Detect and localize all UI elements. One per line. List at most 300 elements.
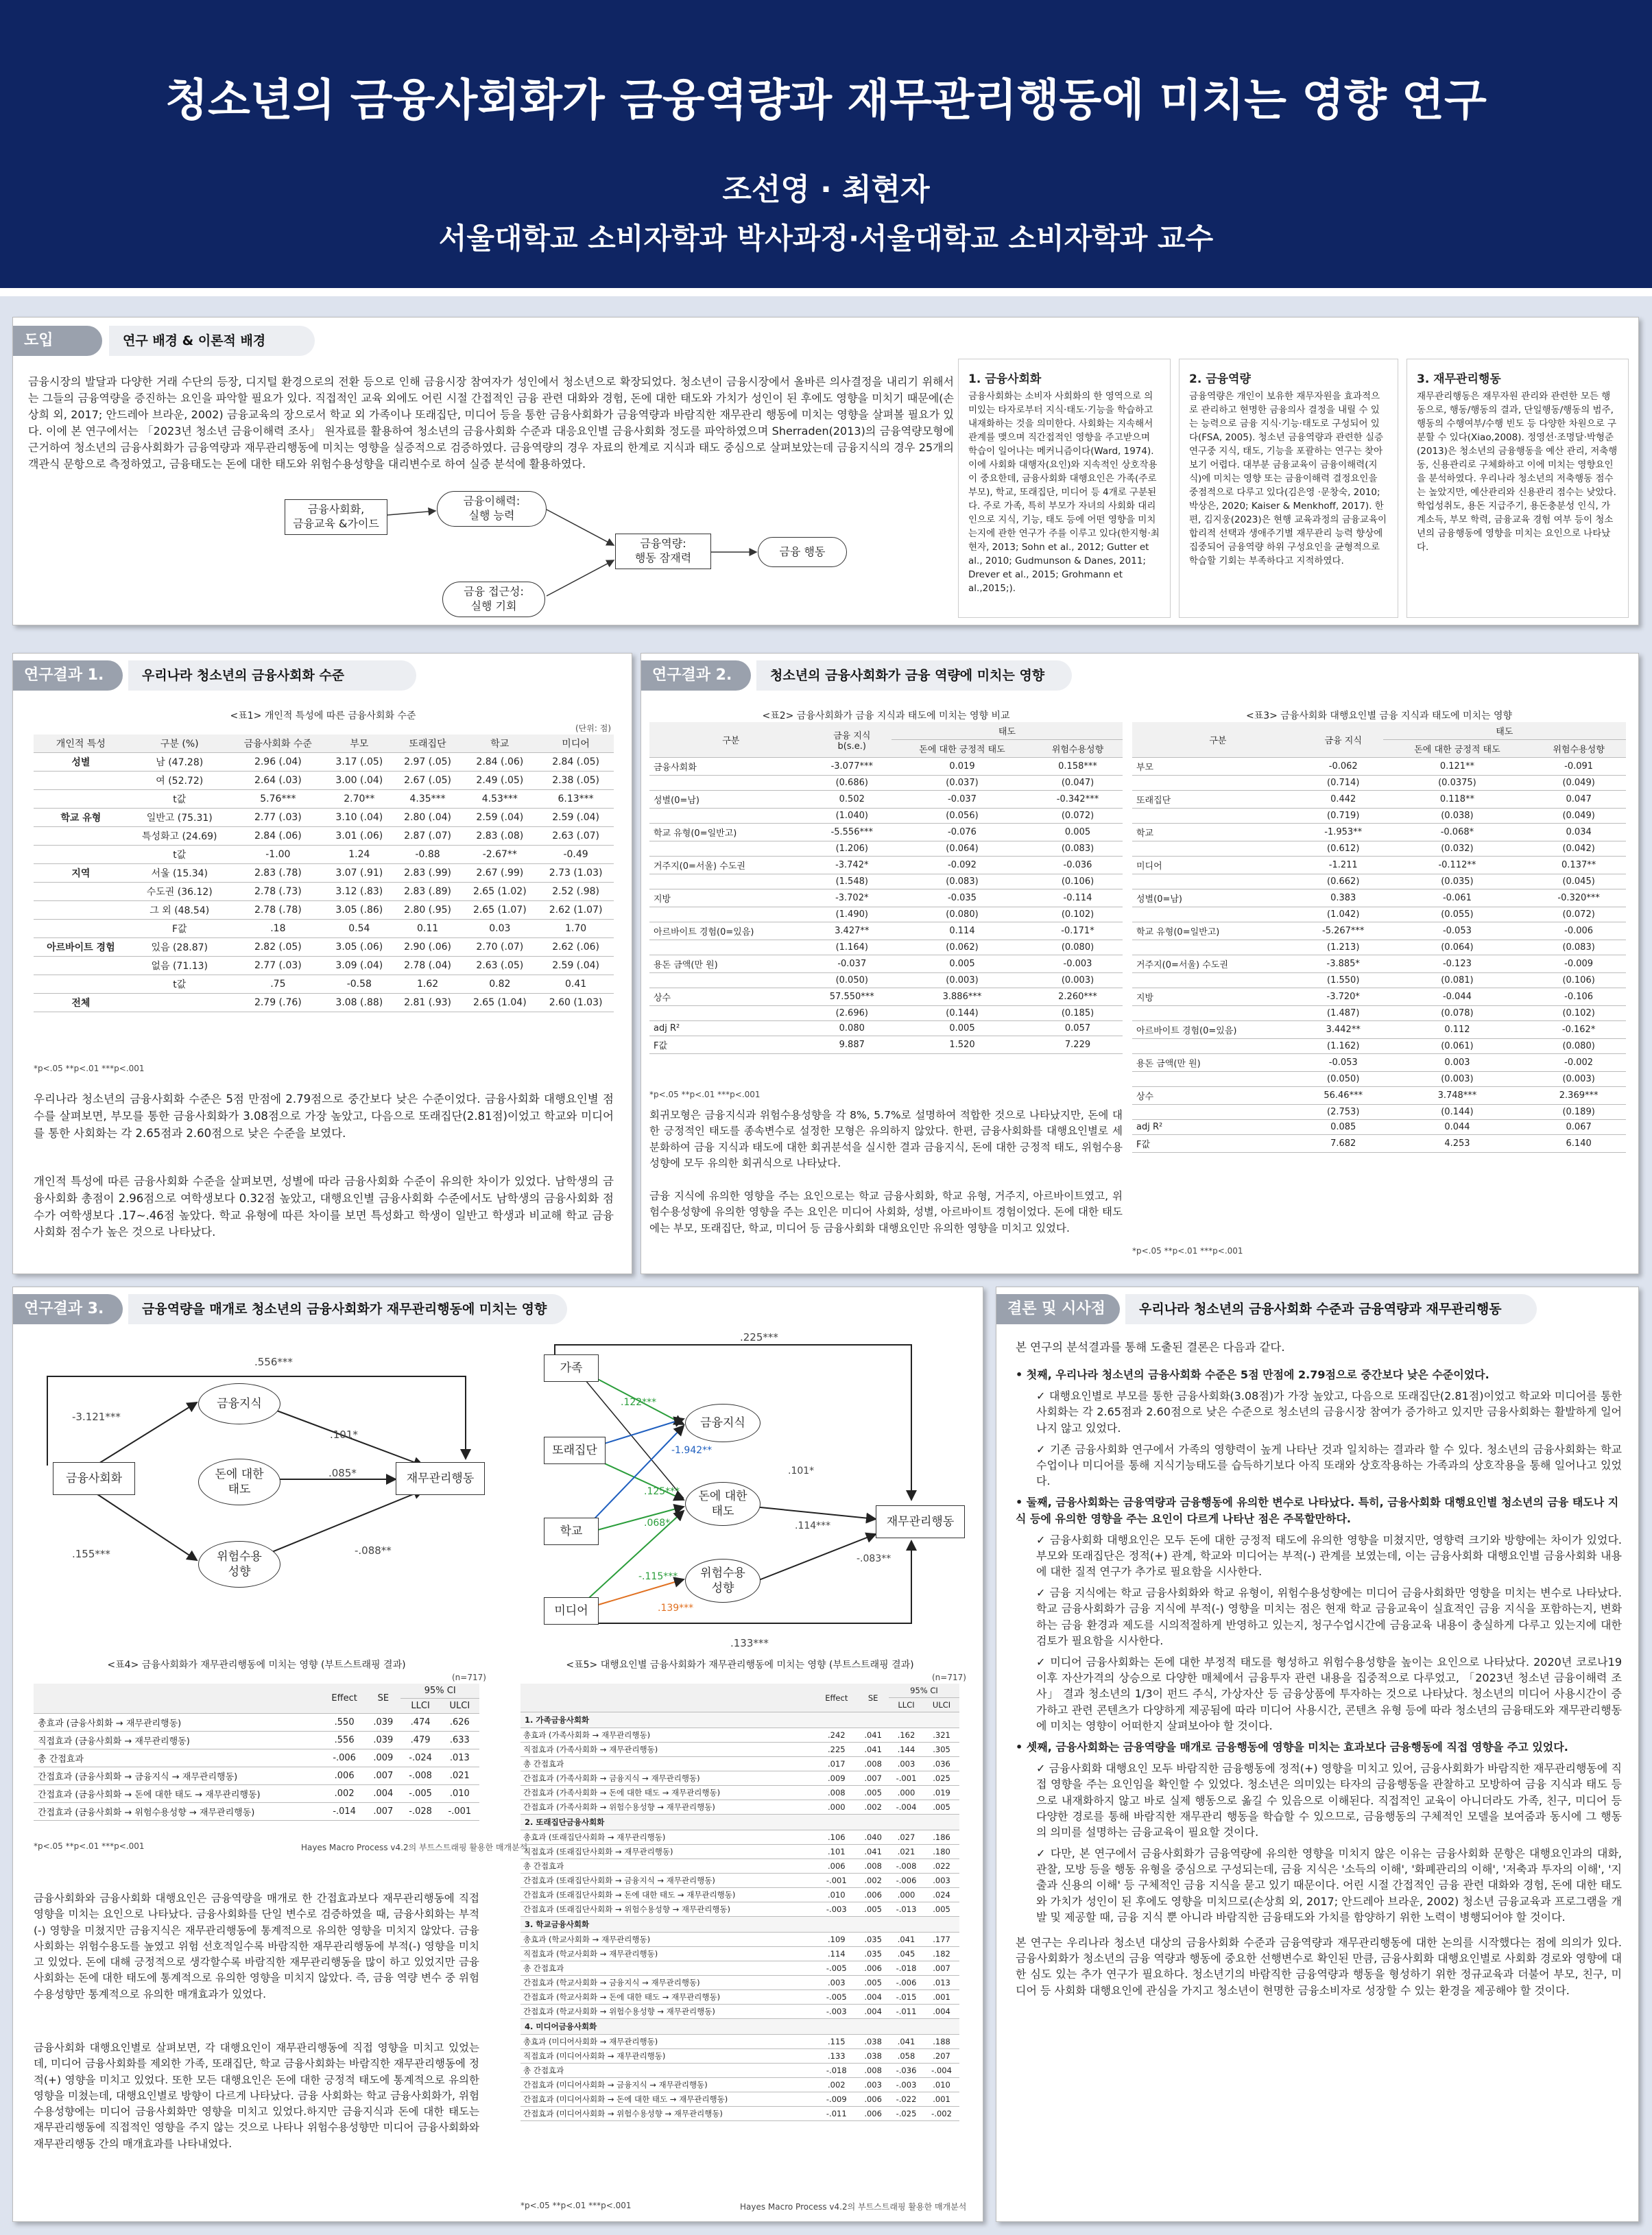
table-cell: .002 — [323, 1785, 366, 1803]
table-cell — [649, 973, 813, 988]
table-cell: 3.748*** — [1383, 1087, 1532, 1105]
table-cell: 0.137** — [1531, 857, 1626, 874]
table-cell: .005 — [857, 1976, 889, 1990]
table-cell — [128, 957, 231, 975]
table-cell: -0.044 — [1383, 988, 1532, 1006]
table-cell: 0.54 — [325, 920, 394, 938]
table-cell: -.036 — [889, 2064, 924, 2078]
table-cell: .005 — [924, 1902, 959, 1917]
table-cell: 2.77 (.03) — [231, 809, 325, 827]
table-cell: .003 — [889, 1757, 924, 1771]
table-cell: .007 — [366, 1803, 400, 1821]
model-box: 금융이해력: 실행 능력 — [437, 491, 547, 527]
table-cell: 2.83 (.08) — [462, 827, 538, 846]
diagram-node: 위험수용 성향 — [685, 1559, 761, 1603]
table-cell: .000 — [815, 1800, 857, 1815]
table-cell: .007 — [366, 1767, 400, 1785]
table-cell: .036 — [924, 1757, 959, 1771]
table-cell: .556 — [323, 1732, 366, 1749]
table-cell: -.009 — [815, 2092, 857, 2107]
table-cell: 2.65 (1.02) — [462, 883, 538, 901]
table-cell: 직접효과 (또래집단사회화 → 재무관리행동) — [520, 1845, 815, 1859]
table-cell: -.001 — [440, 1803, 479, 1821]
sub-text: 다만, 본 연구에서 금융사회화가 금융역량에 유의한 영향을 미치지 않은 이유는 금융사회화 문항은 대행요인과의 대화, 관찰, 모방 등을 행동 유형을 중심으로 구성되는데, 금융 지식은 '소득의 이해', '화폐관리의 이해', '저축과 투자의 이해', '지출과 신용의 이해' 등 구체적인 금융 지식을 묻고 있기 때문이다. 어린 시절 간접적인 금융 관련 대화와 경험, 돈에 대한 태도와 가치가 성인이 된 후에도 영향을 미치므로(손상희 외, 2017; 안드레아 브라운, 2002) 청소년 금융교육과 프로그램을 개발 및 제공할 때, 금융 지식 뿐 아니라 바람직한 금융태도와 가치를 함양하기 위한 노력이 병행되어야 할 것이다. — [1036, 1847, 1622, 1924]
table-cell: F값 — [171, 924, 187, 935]
table-cell: t값 — [173, 794, 187, 805]
table-cell — [649, 841, 813, 857]
table-row — [1132, 1087, 1626, 1105]
path-coef: -.083** — [857, 1553, 891, 1564]
table-cell — [1132, 940, 1304, 955]
table-cell: .479 — [400, 1732, 440, 1749]
table-cell: (0.106) — [1033, 874, 1123, 889]
table-cell: 3.09 (.04) — [325, 957, 394, 975]
table-cell — [128, 975, 231, 994]
table-cell: .009 — [366, 1749, 400, 1767]
col-header: Effect — [323, 1684, 366, 1714]
table-cell: 4.35*** — [394, 790, 462, 809]
table-cell: 2.79 (.76) — [231, 994, 325, 1012]
table-cell — [34, 790, 128, 809]
path-coef: .085* — [328, 1467, 357, 1479]
table-cell: -0.037 — [891, 791, 1033, 809]
table-cell: (1.487) — [1304, 1006, 1383, 1021]
table-cell: .005 — [857, 1902, 889, 1917]
table-cell: .045 — [889, 1947, 924, 1961]
path-coef: .556*** — [254, 1356, 293, 1368]
section-tag: 연구결과 2. — [641, 660, 751, 691]
diagram-node: 미디어 — [544, 1597, 599, 1625]
path-coef: .122*** — [621, 1397, 657, 1408]
table-row — [520, 1800, 959, 1815]
table-cell: .000 — [889, 1786, 924, 1800]
table-cell: 2.96 (.04) — [231, 753, 325, 772]
table-cell: .180 — [924, 1845, 959, 1859]
table-row — [520, 1902, 959, 1917]
table-cell: -1.211 — [1304, 857, 1383, 874]
table-cell — [1132, 1072, 1304, 1087]
table-cell — [128, 938, 231, 957]
conclusion-sub: ✓ 금융 지식에는 학교 금융사회화와 학교 유형이, 위험수용성향에는 미디어 금융사회화만 영향을 미치는 변수로 나타났다. 학교 금융사회화가 금융 지식에 부적(-) 영향을 미치는 점은 현재 학교 금융교육이 실효적인 금융 지식을 포함하는지, 변화하는 금융 환경과 제도를 시의적절하게 반영하고 있는지, 청구수업시간에 금융교육 내용이 충실하게 다루고 있는지에 대한 검토가 필요함을 시사한다. — [1036, 1586, 1622, 1647]
table-cell: (2.753) — [1304, 1105, 1383, 1120]
table-note: *p<.05 **p<.01 ***p<.001 — [34, 1841, 145, 1851]
table-cell: -0.320*** — [1531, 889, 1626, 907]
table-cell: -.013 — [889, 1902, 924, 1917]
table-cell: 0.005 — [1033, 824, 1123, 841]
table-cell: 2.369*** — [1531, 1087, 1626, 1105]
table-cell: 간접효과 (가족사회화 → 금융지식 → 재무관리행동) — [520, 1771, 815, 1786]
conclusion-intro: 본 연구의 분석결과를 통해 도출된 결론은 다음과 같다. — [1016, 1341, 1285, 1354]
table-row — [520, 2035, 959, 2049]
table-cell: -.001 — [815, 1874, 857, 1888]
table-row — [1132, 1006, 1626, 1021]
table-cell: -0.123 — [1383, 955, 1532, 973]
col-header: 금융 지식 b(s.e.) — [813, 722, 891, 758]
sub-text: 기존 금융사회화 연구에서 가족의 영향력이 높게 나타난 것과 일치하는 결과라 할 수 있다. 청소년의 금융사회화는 학교 수업이나 미디어를 통해 지식기능태도를 습득하기보다 아직 또래와 상호작용하는 가족과의 상호작용을 통해 일어나고 있었다. — [1036, 1442, 1622, 1488]
table-cell: (0.106) — [1531, 973, 1626, 988]
table-cell: .474 — [400, 1714, 440, 1732]
table-cell: 간접효과 (또래집단사회화 → 위험수용성향 → 재무관리행동) — [520, 1902, 815, 1917]
affiliation: 서울대학교 소비자학과 박사과정·서울대학교 소비자학과 교수 — [438, 222, 1214, 255]
diagram-node: 돈에 대한 태도 — [685, 1482, 761, 1526]
table-cell: .039 — [366, 1714, 400, 1732]
model-box: 금융역량: 행동 잠재력 — [615, 534, 711, 569]
table-cell: -.014 — [323, 1803, 366, 1821]
table-cell: .005 — [857, 1786, 889, 1800]
table-note: *p<.05 **p<.01 ***p<.001 — [649, 1090, 761, 1099]
table-cell: -0.162* — [1531, 1021, 1626, 1039]
table-cell: 총 간접효과 — [520, 1757, 815, 1771]
table-cell: 2.77 (.03) — [231, 957, 325, 975]
table-cell: -3.885* — [1304, 955, 1383, 973]
table-cell: 0.005 — [891, 1021, 1033, 1036]
theory-card — [1179, 359, 1398, 618]
table-cell: .114 — [815, 1947, 857, 1961]
table-cell: -.011 — [889, 2005, 924, 2019]
table-cell: (0.003) — [1383, 1072, 1532, 1087]
table-row — [520, 1830, 959, 1845]
table-cell: 9.887 — [813, 1036, 891, 1054]
table-cell: (0.072) — [1531, 907, 1626, 922]
table-cell: 그 외 — [149, 905, 171, 916]
table-cell — [649, 1006, 813, 1021]
table-cell: 총효과 (학교사회화 → 재무관리행동) — [520, 1933, 815, 1947]
card-title: 2. 금융역량 — [1189, 372, 1251, 386]
table-cell: .006 — [857, 1961, 889, 1976]
point-text: 첫째, 우리나라 청소년의 금융사회화 수준은 5점 만점에 2.79점으로 중간보다 낮은 수준이었다. — [1026, 1368, 1489, 1381]
table-cell: -0.003 — [1033, 955, 1123, 973]
table-cell: -.003 — [889, 2078, 924, 2092]
table-cell: .242 — [815, 1728, 857, 1743]
table-cell — [128, 864, 231, 883]
table-caption: <표5> 대행요인별 금융사회화가 재무관리행동에 미치는 영향 (부트스트래핑 결과) — [566, 1660, 914, 1671]
section-title: 우리나라 청소년의 금융사회화 수준과 금융역량과 재무관리행동 — [1125, 1294, 1537, 1324]
col-header: Effect — [815, 1684, 857, 1712]
table-cell: -3.720* — [1304, 988, 1383, 1006]
table-cell — [34, 827, 128, 846]
table-cell — [128, 772, 231, 790]
table-cell: 3.10 (.04) — [325, 809, 394, 827]
table-cell: 3.07 (.91) — [325, 864, 394, 883]
section-tag: 연구결과 1. — [13, 660, 123, 691]
table-cell — [649, 907, 813, 922]
table-cell: 2.64 (.03) — [231, 772, 325, 790]
table-cell: 여 — [156, 776, 165, 787]
table-cell: .010 — [924, 2078, 959, 2092]
path-coef: .139*** — [658, 1603, 694, 1614]
table-cell: (0.049) — [1531, 776, 1626, 791]
table-cell: 0.085 — [1304, 1120, 1383, 1135]
col-header — [34, 1684, 323, 1714]
result3-text: 금융사회화 대행요인별로 살펴보면, 각 대행요인이 재무관리행동에 직접 영향을 미치고 있었는데, 미디어 금융사회화를 제외한 가족, 또래집단, 학교 금융사회화는 바람직한 재무관리행동에 정적(+) 영향을 미치고 있었다. 또한 모든 대행요인은 돈에 대한 긍정적 태도에 통계적으로 유의한 영향을 미쳤는데, 대행요인별로 방향이 다르게 나타났다. 금융 사회화는 학교 금융사회화가, 위험수용성향에는 미디어 금융사회화만 영향을 미치고 있었다.하지만 금융지식과 돈에 대한 태도는 재무관리행동에 직접적인 영향을 주지 않는 것으로 나타나 위험수용성향만 미디어 금융사회화와 재무관리행동 간의 매개효과를 나타내었다. — [34, 2042, 479, 2150]
table-row — [520, 1845, 959, 1859]
table-cell: 지방 — [1132, 988, 1304, 1006]
table-cell — [34, 772, 128, 790]
table-cell: 간접효과 (금융사회화 → 금융지식 → 재무관리행동) — [34, 1767, 323, 1785]
table-row — [34, 1803, 479, 1821]
table-cell: 학교 유형(0=일반고) — [1132, 922, 1304, 940]
table-cell: (36.12) — [177, 887, 213, 898]
table-group-row — [520, 1815, 959, 1830]
table-cell — [34, 920, 128, 938]
table-cell: .207 — [924, 2049, 959, 2064]
table-row — [520, 1728, 959, 1743]
table-cell: F값 — [649, 1036, 813, 1054]
table-row — [520, 2078, 959, 2092]
table-row — [1132, 857, 1626, 874]
table-row — [649, 1006, 1123, 1021]
table-row — [520, 1961, 959, 1976]
table-row — [520, 1990, 959, 2005]
table-cell: .038 — [857, 2035, 889, 2049]
table-cell: (0.662) — [1304, 874, 1383, 889]
path-coef: .125*** — [644, 1486, 680, 1497]
col-header: 미디어 — [538, 734, 614, 753]
diagram-node: 또래집단 — [544, 1437, 606, 1464]
table-cell: (0.185) — [1033, 1006, 1123, 1021]
table-cell: 2.62 (1.07) — [538, 901, 614, 920]
table-cell: 2.84 (.05) — [538, 753, 614, 772]
table-row — [34, 1767, 479, 1785]
path-coef: -1.942** — [671, 1445, 713, 1456]
table-cell: (2.696) — [813, 1006, 891, 1021]
table-cell: (15.34) — [172, 868, 208, 879]
table-cell: 0.121** — [1383, 758, 1532, 776]
table-cell: -.003 — [815, 2005, 857, 2019]
table-row — [34, 920, 614, 938]
table-cell: .058 — [889, 2049, 924, 2064]
table-cell — [34, 883, 128, 901]
table-cell: (0.612) — [1304, 841, 1383, 857]
table-cell: 간접효과 (학교사회화 → 금융지식 → 재무관리행동) — [520, 1976, 815, 1990]
table-cell: 직접효과 (학교사회화 → 재무관리행동) — [520, 1947, 815, 1961]
table-cell — [128, 920, 231, 938]
table-row — [34, 1749, 479, 1767]
table-cell: 총 간접효과 — [34, 1749, 323, 1767]
table-cell: 아르바이트 경험(0=있음) — [649, 922, 813, 940]
table-cell: .040 — [857, 1830, 889, 1845]
col-header — [520, 1684, 815, 1712]
table-cell: (0.045) — [1531, 874, 1626, 889]
result2-text: 회귀모형은 금융지식과 위험수용성향을 각 8%, 5.7%로 설명하여 적합한 것으로 나타났지만, 돈에 대한 긍정적인 태도를 종속변수로 설정한 모형은 유의하지 않았다. 한편, 금융사회화를 대행요인별로 세분화하여 금융 지식과 태도에 대한 회귀분석을 실시한 결과 금융지식, 돈에 대한 긍정적 태도, 위험수용성향에 모두 유의한 회귀식으로 나타났다. — [649, 1109, 1123, 1169]
table-cell: 직접효과 (가족사회화 → 재무관리행동) — [520, 1743, 815, 1757]
col-header: ULCI — [440, 1699, 479, 1714]
table-row — [1132, 841, 1626, 857]
col-header: 부모 — [325, 734, 394, 753]
table-cell — [1132, 907, 1304, 922]
table-cell: 총 간접효과 — [520, 1961, 815, 1976]
table-cell: 총효과 (가족사회화 → 재무관리행동) — [520, 1728, 815, 1743]
table-row — [34, 864, 614, 883]
table-cell: .021 — [440, 1767, 479, 1785]
table-group-row — [520, 1917, 959, 1933]
path-coef: .068* — [644, 1518, 671, 1529]
conclusion-panel — [996, 1287, 1639, 2222]
table-cell: 2.70** — [325, 790, 394, 809]
table-cell: -0.076 — [891, 824, 1033, 841]
table-row — [520, 1888, 959, 1902]
table-cell: 4. 미디어금융사회화 — [520, 2019, 959, 2035]
col-header: 위험수용성향 — [1531, 740, 1626, 758]
table-cell: 5.76*** — [231, 790, 325, 809]
table-cell: .305 — [924, 1743, 959, 1757]
table-cell: 간접효과 (학교사회화 → 위험수용성향 → 재무관리행동) — [520, 2005, 815, 2019]
table-cell: -0.106 — [1531, 988, 1626, 1006]
table-cell: 3.00 (.04) — [325, 772, 394, 790]
table-cell: 1.520 — [891, 1036, 1033, 1054]
col-header: 돈에 대한 긍정적 태도 — [1383, 740, 1532, 758]
table-caption: <표1> 개인적 특성에 따른 금융사회화 수준 — [230, 710, 416, 721]
table-cell — [1132, 809, 1304, 824]
section-tag: 연구결과 3. — [13, 1294, 123, 1324]
table-cell: .006 — [857, 1888, 889, 1902]
table-cell: (1.042) — [1304, 907, 1383, 922]
authors: 조선영 · 최현자 — [722, 172, 930, 207]
table-cell: 없음 — [151, 961, 170, 972]
table-cell: 지역 — [34, 864, 128, 883]
table-cell: -0.342*** — [1033, 791, 1123, 809]
table-cell: 7.682 — [1304, 1135, 1383, 1153]
conclusion-sub: ✓ 기존 금융사회화 연구에서 가족의 영향력이 높게 나타난 것과 일치하는 결과라 할 수 있다. 청소년의 금융사회화는 학교 수업이나 미디어를 통해 지식기능태도를 습득하기보다 아직 또래와 상호작용하는 가족과의 상호작용을 통해 일어나고 있었다. — [1036, 1442, 1622, 1488]
table-cell: 남 — [156, 757, 165, 768]
conclusion-list — [1016, 1367, 1622, 1998]
table-cell: (0.080) — [891, 907, 1033, 922]
table-note: *p<.05 **p<.01 ***p<.001 — [34, 1064, 145, 1073]
table-cell: 2.83 (.89) — [394, 883, 462, 901]
table-cell: 총 간접효과 — [520, 1859, 815, 1874]
table-cell: -.006 — [323, 1749, 366, 1767]
table-cell: -.004 — [924, 2064, 959, 2078]
table-caption: <표4> 금융사회화가 재무관리행동에 미치는 영향 (부트스트래핑 결과) — [107, 1660, 406, 1671]
table-cell — [34, 957, 128, 975]
model-box: 금융 행동 — [758, 537, 847, 567]
conclusion-sub: ✓ 다만, 본 연구에서 금융사회화가 금융역량에 유의한 영향을 미치지 않은 이유는 금융사회화 문항은 대행요인과의 대화, 관찰, 모방 등을 행동 유형을 중심으로 구성되는데, 금융 지식은 '소득의 이해', '화폐관리의 이해', '저축과 투자의 이해', '지출과 신용의 이해' 등 구체적인 금융 지식을 묻고 있기 때문이다. 어린 시절 간접적인 금융 관련 대화와 경험, 돈에 대한 태도와 가치가 성인이 된 후에도 영향을 미치므로(손상희 외, 2017; 안드레아 브라운, 2002) 청소년 금융교육과 프로그램을 개발 및 제공할 때, 금융 지식 뿐 아니라 바람직한 금융태도와 가치를 함양하기 위한 노력이 병행되어야 할 것이다. — [1036, 1847, 1622, 1924]
theory-card — [958, 359, 1171, 618]
table-cell: t값 — [173, 850, 187, 861]
table-row — [649, 988, 1123, 1006]
table-row — [1132, 940, 1626, 955]
table-cell: (0.061) — [1383, 1039, 1532, 1054]
table-cell: .035 — [857, 1947, 889, 1961]
table-cell: .003 — [857, 2078, 889, 2092]
table-cell: (0.080) — [1033, 940, 1123, 955]
table-cell: 용돈 금액(만 원) — [649, 955, 813, 973]
table-row — [520, 1874, 959, 1888]
table-cell: .009 — [815, 1771, 857, 1786]
table-cell: (47.28) — [168, 757, 204, 768]
table-cell: 학교 — [1132, 824, 1304, 841]
table-cell: 0.112 — [1383, 1021, 1532, 1039]
diagram-node: 위험수용 성향 — [198, 1541, 280, 1588]
table-row — [1132, 973, 1626, 988]
table-cell: (28.87) — [172, 942, 208, 953]
table-cell: 금융사회화 — [649, 758, 813, 776]
table-cell: 0.82 — [462, 975, 538, 994]
table-cell: .004 — [857, 1990, 889, 2005]
result1-text: 우리나라 청소년의 금융사회화 수준은 5점 만점에 2.79점으로 중간보다 낮은 수준이었다. 금융사회화 대행요인별 점수를 살펴보면, 부모를 통한 금융사회화가 3.08점으로 가장 높았고, 다음으로 또래집단(2.81점)이었고 학교와 미디어를 통한 사회화는 각 2.65점과 2.60점으로 낮은 수준을 보였다. — [34, 1092, 614, 1140]
table-cell: -0.036 — [1033, 857, 1123, 874]
section-tag: 도입 — [13, 326, 102, 356]
path-coef: -.088** — [355, 1544, 392, 1557]
table-cell: -.005 — [815, 1961, 857, 1976]
table-cell — [128, 753, 231, 772]
table-cell: (0.032) — [1383, 841, 1532, 857]
table-cell: -0.112** — [1383, 857, 1532, 874]
section-title: 청소년의 금융사회화가 금융 역량에 미치는 영향 — [756, 660, 1072, 691]
table-row — [649, 940, 1123, 955]
table-cell: 6.140 — [1531, 1135, 1626, 1153]
table-cell: -0.053 — [1304, 1054, 1383, 1072]
table-row — [1132, 955, 1626, 973]
col-header: 95% CI — [400, 1684, 479, 1699]
table-unit: (단위: 점) — [575, 724, 611, 733]
table-row — [649, 973, 1123, 988]
table-row — [649, 791, 1123, 809]
table-cell: 0.41 — [538, 975, 614, 994]
sub-text: 대행요인별로 부모를 통한 금융사회화(3.08점)가 가장 높았고, 다음으로 또래집단(2.81점)이었고 학교와 미디어를 통한 사회화는 각 2.65점과 2.60점으로 낮은 수준으로 청소년의 금융시장 참여가 증가하고 있지만 금융사회화는 활발하게 일어나지 않고 있었다. — [1036, 1389, 1622, 1435]
table-cell: 0.158*** — [1033, 758, 1123, 776]
table-cell: .004 — [924, 2005, 959, 2019]
table-cell: 2.62 (.06) — [538, 938, 614, 957]
table-cell: .162 — [889, 1728, 924, 1743]
table-row — [520, 2049, 959, 2064]
table-cell: -0.002 — [1531, 1054, 1626, 1072]
table-note: *p<.05 **p<.01 ***p<.001 — [1132, 1246, 1243, 1256]
table-cell: -.006 — [889, 1874, 924, 1888]
table-row — [1132, 791, 1626, 809]
table-row — [34, 957, 614, 975]
table-cell: 성별(0=남) — [1132, 889, 1304, 907]
table-cell: 0.047 — [1531, 791, 1626, 809]
table-cell: (0.144) — [891, 1006, 1033, 1021]
table-cell — [649, 874, 813, 889]
table-cell: -1.00 — [231, 846, 325, 864]
table-cell: (1.040) — [813, 809, 891, 824]
table-cell: .106 — [815, 1830, 857, 1845]
table-cell — [128, 846, 231, 864]
point-text: 둘째, 금융사회화는 금융역량과 금융행동에 유의한 변수로 나타났다. 특히, 금융사회화 대행요인별 청소년의 금융 태도나 지식 등에 유의한 영향을 주는 요인이 다르게 나타난 점은 주목할만하다. — [1016, 1496, 1619, 1525]
table-cell — [1132, 841, 1304, 857]
table-cell: (1.548) — [813, 874, 891, 889]
table-cell — [1132, 1039, 1304, 1054]
table-cell: .18 — [231, 920, 325, 938]
diagram-node: 금융지식 — [685, 1404, 761, 1442]
table-cell: (0.719) — [1304, 809, 1383, 824]
col-header: 금융사회화 수준 — [231, 734, 325, 753]
table-row — [34, 809, 614, 827]
table-cell: 2.49 (.05) — [462, 772, 538, 790]
table-cell: .001 — [924, 2092, 959, 2107]
table-cell: F값 — [1132, 1135, 1304, 1153]
table-cell: -.006 — [889, 1976, 924, 1990]
table-cell: -0.091 — [1531, 758, 1626, 776]
table-cell: (0.083) — [1033, 841, 1123, 857]
table-cell: .024 — [924, 1888, 959, 1902]
table-cell: .008 — [815, 1786, 857, 1800]
table-cell: .025 — [924, 1771, 959, 1786]
table-row — [34, 790, 614, 809]
card-title: 1. 금융사회화 — [968, 372, 1042, 386]
table-cell: 6.13*** — [538, 790, 614, 809]
table-cell: -0.88 — [394, 846, 462, 864]
table-cell: 간접효과 (가족사회화 → 위험수용성향 → 재무관리행동) — [520, 1800, 815, 1815]
table-cell: 3.08 (.88) — [325, 994, 394, 1012]
table-cell: 수도권 — [146, 887, 175, 898]
table-cell: 2.65 (1.07) — [462, 901, 538, 920]
table-cell: -0.092 — [891, 857, 1033, 874]
table-cell: 0.118** — [1383, 791, 1532, 809]
table-cell: (0.189) — [1531, 1105, 1626, 1120]
